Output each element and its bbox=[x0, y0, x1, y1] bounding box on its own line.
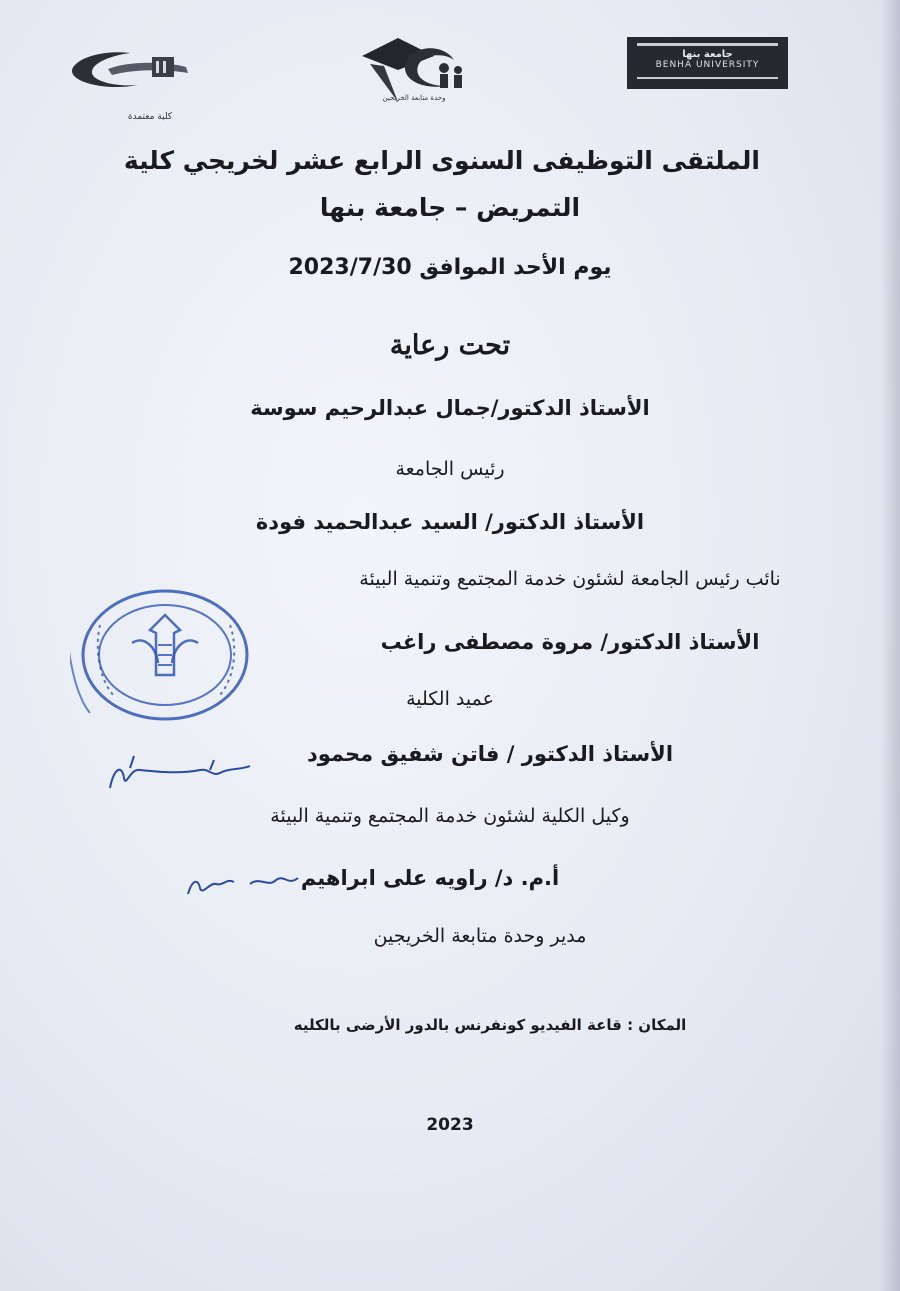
faculty-logo-caption: كلية معتمدة bbox=[127, 112, 173, 122]
patron-name-5: أ.م. د/ راويه على ابراهيم bbox=[300, 866, 560, 890]
university-name-arabic: جامعة بنها bbox=[682, 49, 733, 60]
patron-role-3: عميد الكلية bbox=[406, 688, 494, 710]
patron-role-2: نائب رئيس الجامعة لشئون خدمة المجتمع وتنمية البيئة bbox=[359, 568, 781, 590]
event-location: المكان : قاعة الفيديو كونفرنس بالدور الأرضى بالكليه bbox=[293, 1016, 687, 1034]
event-date: يوم الأحد الموافق 2023/7/30 bbox=[288, 255, 612, 280]
patron-role-4: وكيل الكلية لشئون خدمة المجتمع وتنمية البيئة bbox=[270, 805, 630, 827]
benha-university-logo bbox=[627, 37, 788, 89]
event-title-line2: التمريض – جامعة بنها bbox=[319, 193, 581, 222]
patronage-heading: تحت رعاية bbox=[389, 330, 511, 361]
document-year: 2023 bbox=[426, 1115, 474, 1135]
university-name-english: BENHA UNIVERSITY bbox=[655, 60, 760, 70]
logo-bottom-rule bbox=[637, 77, 778, 79]
patron-name-3: الأستاذ الدكتور/ مروة مصطفى راغب bbox=[380, 630, 760, 654]
graduates-unit-caption: وحدة متابعة الخريجين bbox=[382, 94, 446, 102]
patron-role-1: رئيس الجامعة bbox=[395, 458, 505, 480]
signature-vice-dean bbox=[100, 748, 270, 802]
official-seal-stamp bbox=[70, 585, 260, 725]
patron-role-5: مدير وحدة متابعة الخريجين bbox=[373, 925, 587, 947]
faculty-logo bbox=[68, 47, 196, 95]
patron-name-4: الأستاذ الدكتور / فاتن شفيق محمود bbox=[306, 742, 674, 766]
patron-name-1: الأستاذ الدكتور/جمال عبدالرحيم سوسة bbox=[250, 396, 650, 420]
event-title-line1: الملتقى التوظيفى السنوى الرابع عشر لخريجي كلية bbox=[123, 146, 760, 175]
logo-top-rule bbox=[637, 43, 778, 46]
patron-name-2: الأستاذ الدكتور/ السيد عبدالحميد فودة bbox=[255, 510, 645, 534]
signature-unit-director bbox=[180, 858, 320, 907]
